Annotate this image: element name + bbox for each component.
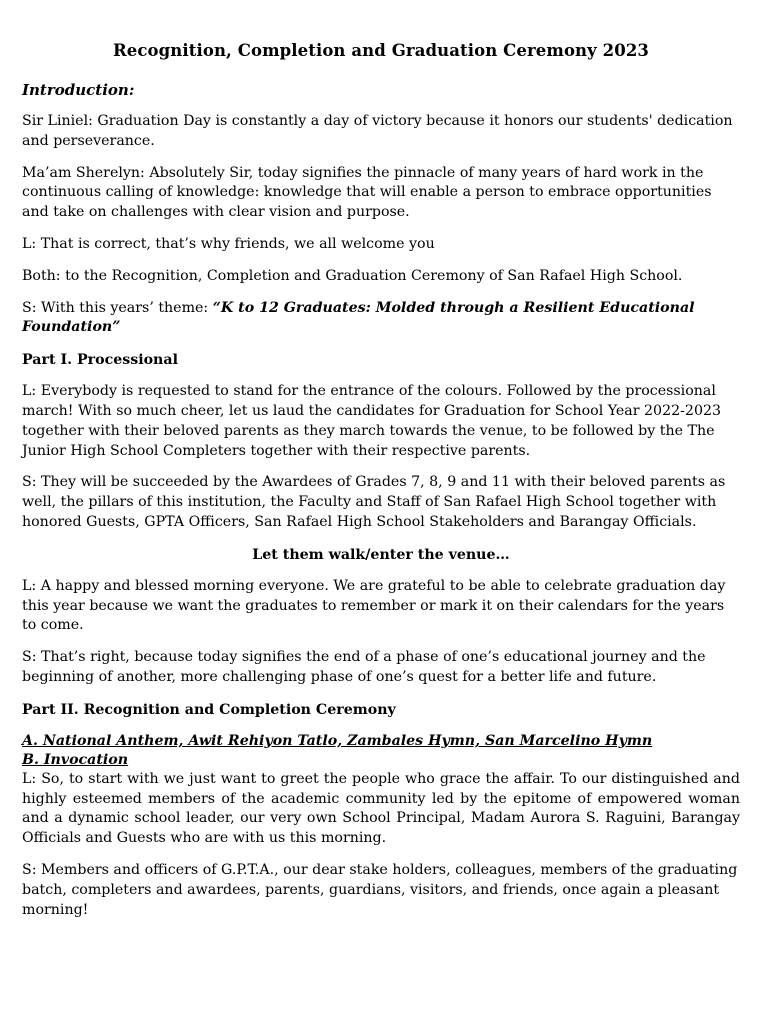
- paragraph-principal: L: So, to start with we just want to greet the people who grace the affair. To our distinguished and highly esteemed members of the academic community led by the epitome of empowered woman and a dynamic school leader, our very own School Principal, Madam Aurora S. Raguini, Barangay Officials and Guests who are with us this morning.: [22, 770, 740, 847]
- paragraph-gpta: S: Members and officers of G.P.T.A., our dear stake holders, colleagues, members of the graduating batch, completers and awardees, parents, guardians, visitors, and friends, once again a pleasant morning!: [22, 861, 738, 918]
- paragraph-processional: L: Everybody is requested to stand for the entrance of the colours. Followed by the processional march! With so much cheer, let us laud the candidates for Graduation for School Year 2022-2023 together with their beloved parents as they march towards the venue, to be followed by the The Junior High School Completers together with their respective parents.: [22, 383, 722, 459]
- paragraph-both: Both: to the Recognition, Completion and Graduation Ceremony of San Rafael High School.: [22, 267, 683, 284]
- paragraph-greeting: L: A happy and blessed morning everyone. We are grateful to be able to celebrate graduation day this year because we want the graduates to remember or mark it on their calendars for the years to come.: [22, 577, 726, 634]
- walk-instruction: Let them walk/enter the venue…: [252, 546, 510, 563]
- paragraph-journey: S: That’s right, because today signifies the end of a phase of one’s educational journey and the beginning of another, more challenging phase of one’s quest for a better life and future.: [22, 649, 706, 685]
- part-1-heading: Part I. Processional: [22, 352, 178, 369]
- paragraph-awardees: S: They will be succeeded by the Awardees of Grades 7, 8, 9 and 11 with their beloved parents as well, the pillars of this institution, the Faculty and Staff of San Rafael High School together with honored Guests, GPTA Officers, San Rafael High School Stakeholders and Barangay Officials.: [22, 474, 726, 530]
- theme-text: “K to 12 Graduates: Molded through a Resilient Educational Foundation”: [22, 299, 695, 336]
- paragraph-theme: [22, 299, 740, 339]
- subheading-b: B. Invocation: [22, 751, 129, 768]
- part-2-heading: Part II. Recognition and Completion Ceremony: [22, 701, 396, 718]
- subheading-a: A. National Anthem, Awit Rehiyon Tatlo, Zambales Hymn, San Marcelino Hymn: [22, 732, 653, 749]
- paragraph-maam-sherelyn: Ma’am Sherelyn: Absolutely Sir, today signifies the pinnacle of many years of hard work in the continuous calling of knowledge: knowledge that will enable a person to embrace opportunities and take on challenges with clear vision and purpose.: [22, 164, 712, 221]
- paragraph-welcome: L: That is correct, that’s why friends, we all welcome you: [22, 235, 435, 252]
- intro-heading: Introduction:: [22, 81, 135, 99]
- theme-prefix: S: With this years’ theme:: [22, 299, 213, 316]
- document-title: Recognition, Completion and Graduation Ceremony 2023: [112, 41, 650, 60]
- document-page: [22, 40, 740, 932]
- paragraph-sir-liniel: Sir Liniel: Graduation Day is constantly a day of victory because it honors our students' dedication and perseverance.: [22, 113, 733, 149]
